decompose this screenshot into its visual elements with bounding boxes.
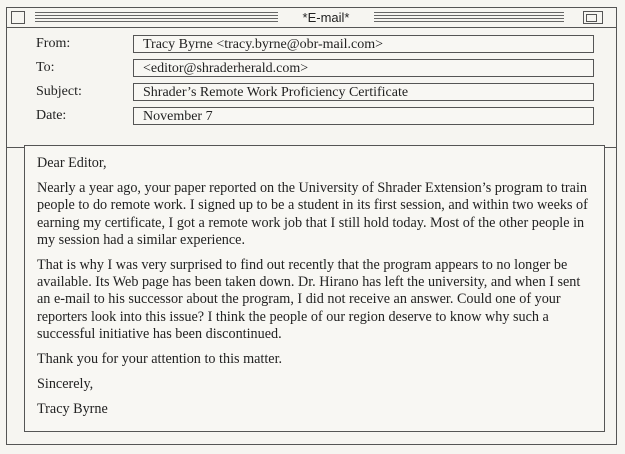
email-window [6,7,617,445]
to-field[interactable]: <editor@shraderherald.com> [133,59,594,77]
from-label: From: [36,36,71,51]
greeting: Dear Editor, [37,155,107,171]
email-header [7,28,616,148]
from-field[interactable]: Tracy Byrne <tracy.byrne@obr-mail.com> [133,35,594,53]
window-title: *E-mail* [302,10,350,25]
to-row [7,58,616,78]
date-label: Date: [36,108,67,123]
message-body[interactable] [24,145,605,432]
subject-label: Subject: [36,84,82,99]
date-row [7,106,616,126]
subject-field[interactable]: Shrader’s Remote Work Proficiency Certificate [133,83,594,101]
from-row [7,34,616,54]
title-bar-stripes-right [374,12,564,23]
date-field[interactable]: November 7 [133,107,594,125]
title-bar[interactable] [7,8,616,28]
thanks-line: Thank you for your attention to this matter. [37,351,283,368]
signature: Tracy Byrne [37,401,108,418]
closing-line: Sincerely, [37,376,94,393]
zoom-icon[interactable] [583,11,603,24]
paragraph-2: That is why I was very surprised to find out recently that the program appears to no longer be available. Its Web page has been taken down. Dr. Hirano has left the university, and when I sent an e-mail to his successor about the program, I did not receive an answer. Could one of your reporters look into this issue? I think the people of our region deserve to know why such a successful initiative has been discontinued. [37,257,581,342]
subject-row [7,82,616,102]
title-bar-stripes-left [35,12,278,23]
to-label: To: [36,60,55,75]
close-icon[interactable] [11,11,25,24]
paragraph-1: Nearly a year ago, your paper reported on the University of Shrader Extension’s program to train people to do remote work. I signed up to be a student in its first session, and within two weeks of earning my certificate, I got a remote work job that I still hold today. Most of the other people in my session had a similar experience. [37,180,588,248]
message-text [37,155,597,427]
